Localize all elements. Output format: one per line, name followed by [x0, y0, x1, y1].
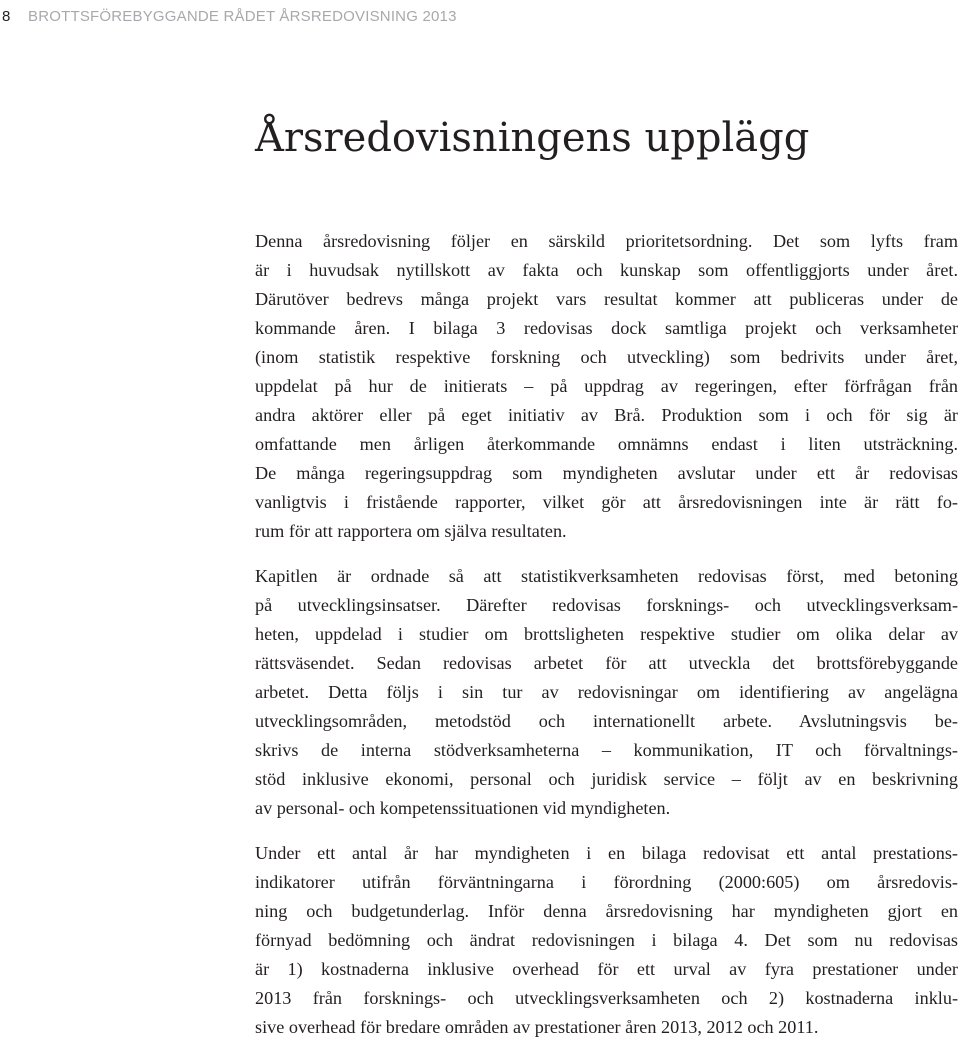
text-line: Därutöver bedrevs många projekt vars resultat kommer att publiceras under de — [255, 289, 958, 309]
publication-title: BROTTSFÖREBYGGANDE RÅDET ÅRSREDOVISNING 2013 — [28, 7, 457, 25]
text-line: 2013 från forsknings- och utvecklingsverksamheten och 2) kostnaderna inklu- — [255, 988, 958, 1008]
text-line: ning och budgetunderlag. Inför denna årsredovisning har myndigheten gjort en — [255, 901, 958, 921]
text-line: De många regeringsuppdrag som myndigheten avslutar under ett år redovisas — [255, 463, 958, 483]
text-line: heten, uppdelad i studier om brottsligheten respektive studier om olika delar av — [255, 624, 958, 644]
running-header — [0, 4, 457, 28]
body-text — [255, 227, 958, 1042]
text-line: skrivs de interna stödverksamheterna – kommunikation, IT och förvaltnings- — [255, 740, 958, 760]
text-line: arbetet. Detta följs i sin tur av redovisningar om identifiering av angelägna — [255, 682, 958, 702]
text-line: kommande åren. I bilaga 3 redovisas dock samtliga projekt och verksamheter — [255, 318, 958, 338]
text-line: rum för att rapportera om själva resultaten. — [255, 521, 567, 541]
text-line: sive overhead för bredare områden av prestationer åren 2013, 2012 och 2011. — [255, 1017, 819, 1037]
text-line: omfattande men årligen återkommande omnämns endast i liten utsträckning. — [255, 434, 958, 454]
text-line: stöd inklusive ekonomi, personal och juridisk service – följt av en beskrivning — [255, 769, 958, 789]
text-line: är i huvudsak nytillskott av fakta och kunskap som offentliggjorts under året. — [255, 260, 958, 280]
text-line: Under ett antal år har myndigheten i en bilaga redovisat ett antal prestations- — [255, 843, 958, 863]
text-line: uppdelat på hur de initierats – på uppdrag av regeringen, efter förfrågan från — [255, 376, 958, 396]
text-line: rättsväsendet. Sedan redovisas arbetet för att utveckla det brottsförebyggande — [255, 653, 958, 673]
paragraph — [255, 562, 958, 823]
text-line: andra aktörer eller på eget initiativ av Brå. Produktion som i och för sig är — [255, 405, 958, 425]
text-line: vanligtvis i fristående rapporter, vilket gör att årsredovisningen inte är rätt fo- — [255, 492, 958, 512]
text-line: av personal- och kompetenssituationen vid myndigheten. — [255, 798, 671, 818]
text-line: Denna årsredovisning följer en särskild prioritetsordning. Det som lyfts fram — [255, 231, 958, 251]
text-line: Kapitlen är ordnade så att statistikverksamheten redovisas först, med betoning — [255, 566, 958, 586]
paragraph — [255, 839, 958, 1042]
text-line: är 1) kostnaderna inklusive overhead för ett urval av fyra prestationer under — [255, 959, 958, 979]
page-title: Årsredovisningens upplägg — [255, 115, 810, 161]
page-number: 8 — [2, 7, 11, 25]
text-line: (inom statistik respektive forskning och utveckling) som bedrivits under året, — [255, 347, 958, 367]
text-line: på utvecklingsinsatser. Därefter redovisas forsknings- och utvecklingsverksam- — [255, 595, 958, 615]
text-line: indikatorer utifrån förväntningarna i förordning (2000:605) om årsredovis- — [255, 872, 958, 892]
text-line: förnyad bedömning och ändrat redovisningen i bilaga 4. Det som nu redovisas — [255, 930, 958, 950]
text-line: utvecklingsområden, metodstöd och internationellt arbete. Avslutningsvis be- — [255, 711, 958, 731]
paragraph — [255, 227, 958, 546]
